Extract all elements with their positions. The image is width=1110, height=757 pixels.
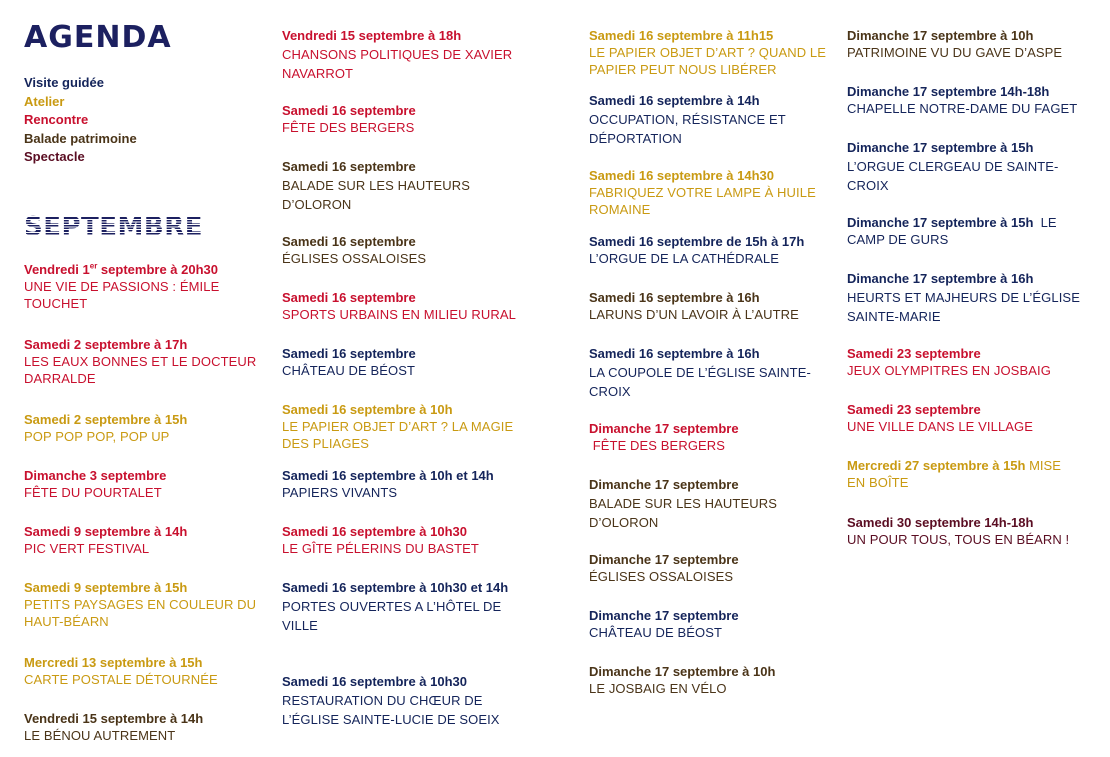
- event-item: [24, 336, 264, 387]
- event-title: PORTES OUVERTES A L’HÔTEL DE VILLE: [282, 599, 502, 633]
- event-item: [589, 27, 834, 78]
- event-item: [847, 270, 1092, 326]
- event-date: Samedi 16 septembre à 10h30: [282, 674, 467, 689]
- event-title: EN BOÎTE: [847, 475, 909, 490]
- event-title: FÊTE DU POURTALET: [24, 485, 162, 500]
- event-date: Samedi 16 septembre: [282, 290, 416, 305]
- event-date: Vendredi 1er septembre à 20h30: [24, 261, 218, 277]
- event-item: [589, 345, 834, 401]
- event-date: Samedi 16 septembre: [282, 234, 416, 249]
- event-title: L’ORGUE CLERGEAU DE SAINTE-CROIX: [847, 159, 1059, 193]
- event-date: Samedi 30 septembre 14h-18h: [847, 515, 1034, 530]
- event-item: [589, 476, 834, 532]
- event-date: Dimanche 3 septembre: [24, 468, 167, 483]
- event-title: PAPIERS VIVANTS: [282, 485, 398, 500]
- event-item: [282, 401, 532, 452]
- event-item: [282, 289, 532, 324]
- event-date: Samedi 16 septembre à 10h et 14h: [282, 468, 494, 483]
- event-title: SPORTS URBAINS EN MILIEU RURAL: [282, 307, 516, 322]
- event-item: [282, 102, 532, 137]
- event-item: [282, 523, 532, 558]
- event-date: Samedi 16 septembre: [282, 103, 416, 118]
- month-heading: SEPTEMBRE: [24, 212, 204, 242]
- event-title: LES EAUX BONNES ET LE DOCTEUR DARRALDE: [24, 354, 257, 386]
- event-item: [847, 457, 1092, 492]
- event-date: Dimanche 17 septembre à 16h: [847, 271, 1034, 286]
- event-title: UN POUR TOUS, TOUS EN BÉARN !: [847, 532, 1070, 547]
- event-item: [589, 289, 834, 324]
- event-title: LE BÉNOU AUTREMENT: [24, 728, 176, 743]
- event-title: RESTAURATION DU CHŒUR DE L’ÉGLISE SAINTE-LUCIE DE SOEIX: [282, 693, 500, 727]
- event-title: BALADE SUR LES HAUTEURS D’OLORON: [282, 178, 470, 212]
- event-item: [847, 27, 1092, 62]
- event-date: Dimanche 17 septembre: [589, 608, 739, 623]
- event-title: LE PAPIER OBJET D’ART ? QUAND LE PAPIER PEUT NOUS LIBÉRER: [589, 45, 827, 77]
- event-item: [282, 467, 532, 502]
- category-legend: [24, 74, 137, 167]
- event-item: [589, 420, 834, 455]
- event-item: [24, 411, 264, 446]
- event-date: Dimanche 17 septembre: [589, 552, 739, 567]
- legend-spectacle: Spectacle: [24, 149, 85, 165]
- event-title: UNE VILLE DANS LE VILLAGE: [847, 419, 1034, 434]
- event-date: Samedi 16 septembre à 16h: [589, 290, 760, 305]
- event-item: [24, 654, 264, 689]
- event-title: BALADE SUR LES HAUTEURS D’OLORON: [589, 496, 777, 530]
- event-item: [24, 523, 264, 558]
- event-item: [24, 710, 264, 745]
- event-title: CARTE POSTALE DÉTOURNÉE: [24, 672, 218, 687]
- event-item: [589, 167, 834, 218]
- event-date: Samedi 16 septembre à 10h30: [282, 524, 467, 539]
- event-date: Samedi 16 septembre à 10h30 et 14h: [282, 580, 509, 595]
- event-title: ÉGLISES OSSALOISES: [282, 251, 427, 266]
- event-title: LE PAPIER OBJET D’ART ? LA MAGIE DES PLIAGES: [282, 419, 514, 451]
- event-date: Vendredi 15 septembre à 18h: [282, 28, 462, 43]
- event-item: [847, 139, 1092, 195]
- event-date: Samedi 2 septembre à 15h: [24, 412, 188, 427]
- event-item: [282, 233, 532, 268]
- event-date: Mercredi 27 septembre à 15h MISE: [847, 458, 1061, 473]
- legend-visite-guidee: Visite guidée: [24, 75, 104, 90]
- event-item: [282, 579, 522, 635]
- event-date: Samedi 9 septembre à 14h: [24, 524, 188, 539]
- event-title: FÊTE DES BERGERS: [282, 120, 415, 135]
- event-title: LA COUPOLE DE L’ÉGLISE SAINTE-CROIX: [589, 365, 811, 399]
- event-date: Dimanche 17 septembre 14h-18h: [847, 84, 1050, 99]
- event-date: Dimanche 17 septembre: [589, 477, 739, 492]
- event-date: Mercredi 13 septembre à 15h: [24, 655, 203, 670]
- event-date: Dimanche 17 septembre à 10h: [847, 28, 1034, 43]
- event-date: Dimanche 17 septembre: [589, 421, 739, 436]
- event-title: CAMP DE GURS: [847, 232, 949, 247]
- event-title: FABRIQUEZ VOTRE LAMPE À HUILE ROMAINE: [589, 185, 816, 217]
- event-item: [589, 607, 834, 642]
- event-title: JEUX OLYMPITRES EN JOSBAIG: [847, 363, 1051, 378]
- event-item: [589, 233, 834, 268]
- event-item: [847, 214, 1092, 249]
- event-title: LE JOSBAIG EN VÉLO: [589, 681, 727, 696]
- event-date: Dimanche 17 septembre à 15h: [847, 140, 1034, 155]
- event-title: HEURTS ET MAJHEURS DE L’ÉGLISE SAINTE-MARIE: [847, 290, 1080, 324]
- event-item: [282, 673, 532, 729]
- page-title: AGENDA: [24, 20, 172, 55]
- event-item: [282, 27, 532, 83]
- legend-balade-patrimoine: Balade patrimoine: [24, 130, 137, 146]
- event-title: CHAPELLE NOTRE-DAME DU FAGET: [847, 101, 1078, 116]
- event-item: [24, 467, 264, 502]
- event-date: Samedi 23 septembre: [847, 402, 981, 417]
- event-date: Samedi 16 septembre à 11h15: [589, 28, 774, 43]
- event-date: Dimanche 17 septembre à 15h LE: [847, 215, 1057, 230]
- event-date: Dimanche 17 septembre à 10h: [589, 664, 776, 679]
- event-title: FÊTE DES BERGERS: [589, 438, 726, 453]
- event-title: PIC VERT FESTIVAL: [24, 541, 150, 556]
- event-title: POP POP POP, POP UP: [24, 429, 170, 444]
- event-title: ÉGLISES OSSALOISES: [589, 569, 734, 584]
- event-date: Samedi 16 septembre à 14h: [589, 93, 760, 108]
- event-date: Samedi 16 septembre de 15h à 17h: [589, 234, 805, 249]
- event-item: [589, 551, 834, 586]
- event-item: [847, 83, 1092, 118]
- event-date: Samedi 16 septembre à 10h: [282, 402, 453, 417]
- event-title: CHANSONS POLITIQUES DE XAVIER NAVARROT: [282, 47, 513, 81]
- event-title: CHÂTEAU DE BÉOST: [589, 625, 723, 640]
- event-item: [589, 92, 834, 148]
- event-item: [589, 663, 834, 698]
- event-date: Samedi 23 septembre: [847, 346, 981, 361]
- event-date: Samedi 9 septembre à 15h: [24, 580, 188, 595]
- event-title: LARUNS D’UN LAVOIR À L’AUTRE: [589, 307, 799, 322]
- event-item: [847, 401, 1092, 436]
- event-date: Vendredi 15 septembre à 14h: [24, 711, 204, 726]
- event-item: [24, 261, 264, 312]
- event-date: Samedi 16 septembre: [282, 346, 416, 361]
- event-title: UNE VIE DE PASSIONS : ÉMILE TOUCHET: [24, 279, 220, 311]
- event-title: CHÂTEAU DE BÉOST: [282, 363, 416, 378]
- legend-rencontre: Rencontre: [24, 112, 89, 128]
- legend-atelier: Atelier: [24, 93, 65, 109]
- event-title: PETITS PAYSAGES EN COULEUR DU HAUT-BÉARN: [24, 597, 257, 629]
- event-date: Samedi 16 septembre à 16h: [589, 346, 760, 361]
- event-title: L’ORGUE DE LA CATHÉDRALE: [589, 251, 779, 266]
- event-title: OCCUPATION, RÉSISTANCE ET DÉPORTATION: [589, 112, 786, 146]
- event-title: PATRIMOINE VU DU GAVE D’ASPE: [847, 45, 1063, 60]
- event-date: Samedi 16 septembre à 14h30: [589, 168, 774, 183]
- event-date: Samedi 16 septembre: [282, 159, 416, 174]
- event-item: [847, 514, 1092, 549]
- event-item: [24, 579, 264, 630]
- event-item: [847, 345, 1092, 380]
- event-item: [282, 158, 532, 214]
- event-title: LE GÎTE PÉLERINS DU BASTET: [282, 541, 479, 556]
- event-item: [282, 345, 532, 380]
- event-date: Samedi 2 septembre à 17h: [24, 337, 188, 352]
